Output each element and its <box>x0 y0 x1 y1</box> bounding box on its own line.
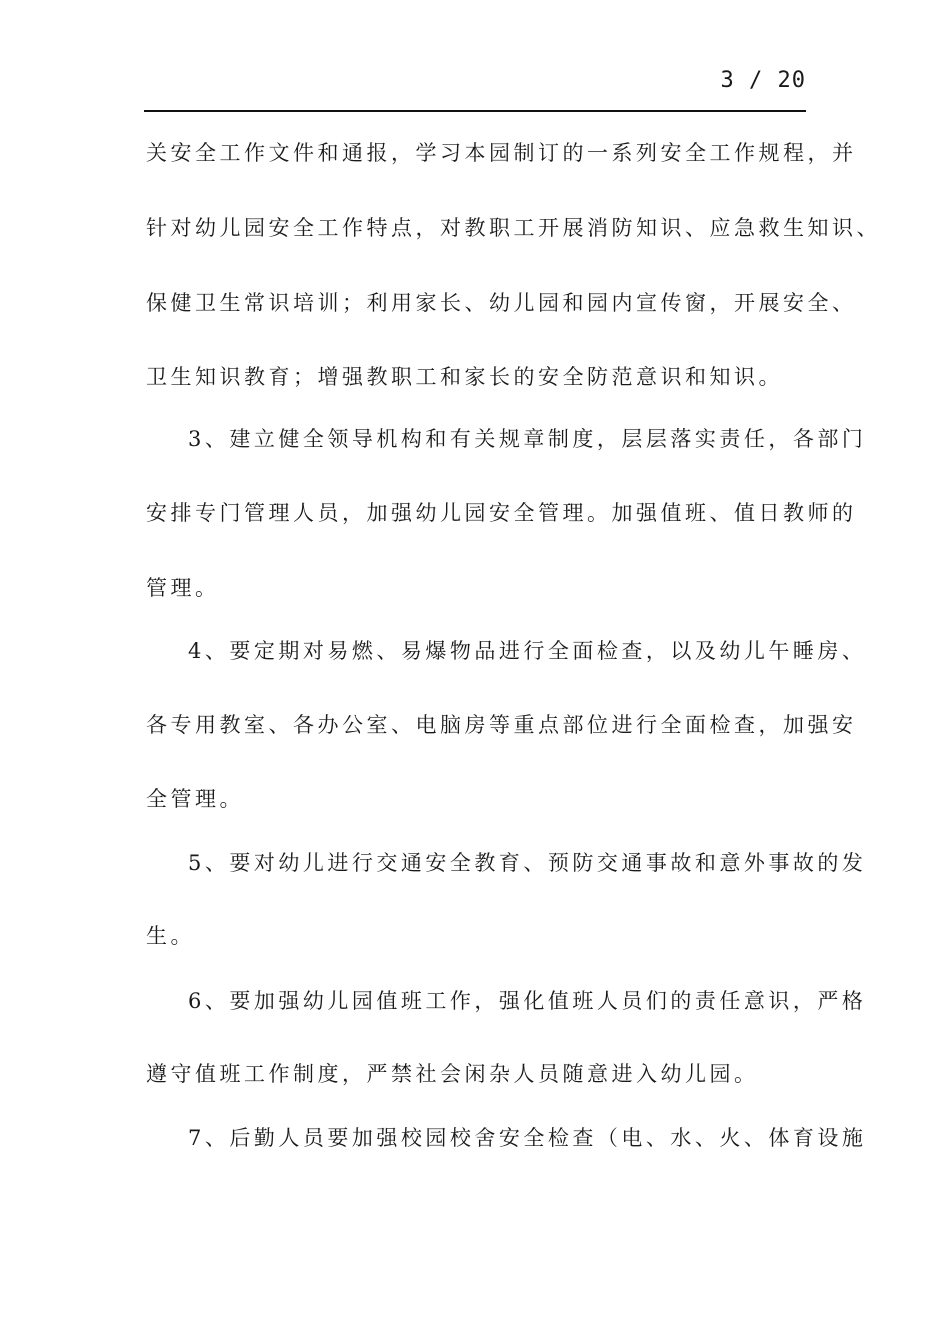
paragraph-start: 3、建立健全领导机构和有关规章制度，层层落实责任，各部门 <box>188 427 867 451</box>
text-line: 全管理。 <box>146 787 244 811</box>
header-rule <box>144 110 806 112</box>
paragraph-start: 4、要定期对易燃、易爆物品进行全面检查，以及幼儿午睡房、 <box>188 639 867 663</box>
text-line: 生。 <box>146 924 195 948</box>
text-line: 针对幼儿园安全工作特点，对教职工开展消防知识、应急救生知识、 <box>146 216 881 240</box>
text-line: 卫生知识教育；增强教职工和家长的安全防范意识和知识。 <box>146 365 783 389</box>
paragraph-start: 7、后勤人员要加强校园校舍安全检查（电、水、火、体育设施 <box>188 1126 867 1150</box>
text-line: 遵守值班工作制度，严禁社会闲杂人员随意进入幼儿园。 <box>146 1062 759 1086</box>
text-line: 安排专门管理人员，加强幼儿园安全管理。加强值班、值日教师的 <box>146 501 857 525</box>
text-line: 关安全工作文件和通报，学习本园制订的一系列安全工作规程，并 <box>146 141 857 165</box>
paragraph-start: 6、要加强幼儿园值班工作，强化值班人员们的责任意识，严格 <box>188 989 867 1013</box>
paragraph-start: 5、要对幼儿进行交通安全教育、预防交通事故和意外事故的发 <box>188 851 867 875</box>
text-line: 保健卫生常识培训；利用家长、幼儿园和园内宣传窗，开展安全、 <box>146 291 857 315</box>
text-line: 管理。 <box>146 576 220 600</box>
text-line: 各专用教室、各办公室、电脑房等重点部位进行全面检查，加强安 <box>146 713 857 737</box>
page-number: 3 / 20 <box>720 68 806 93</box>
